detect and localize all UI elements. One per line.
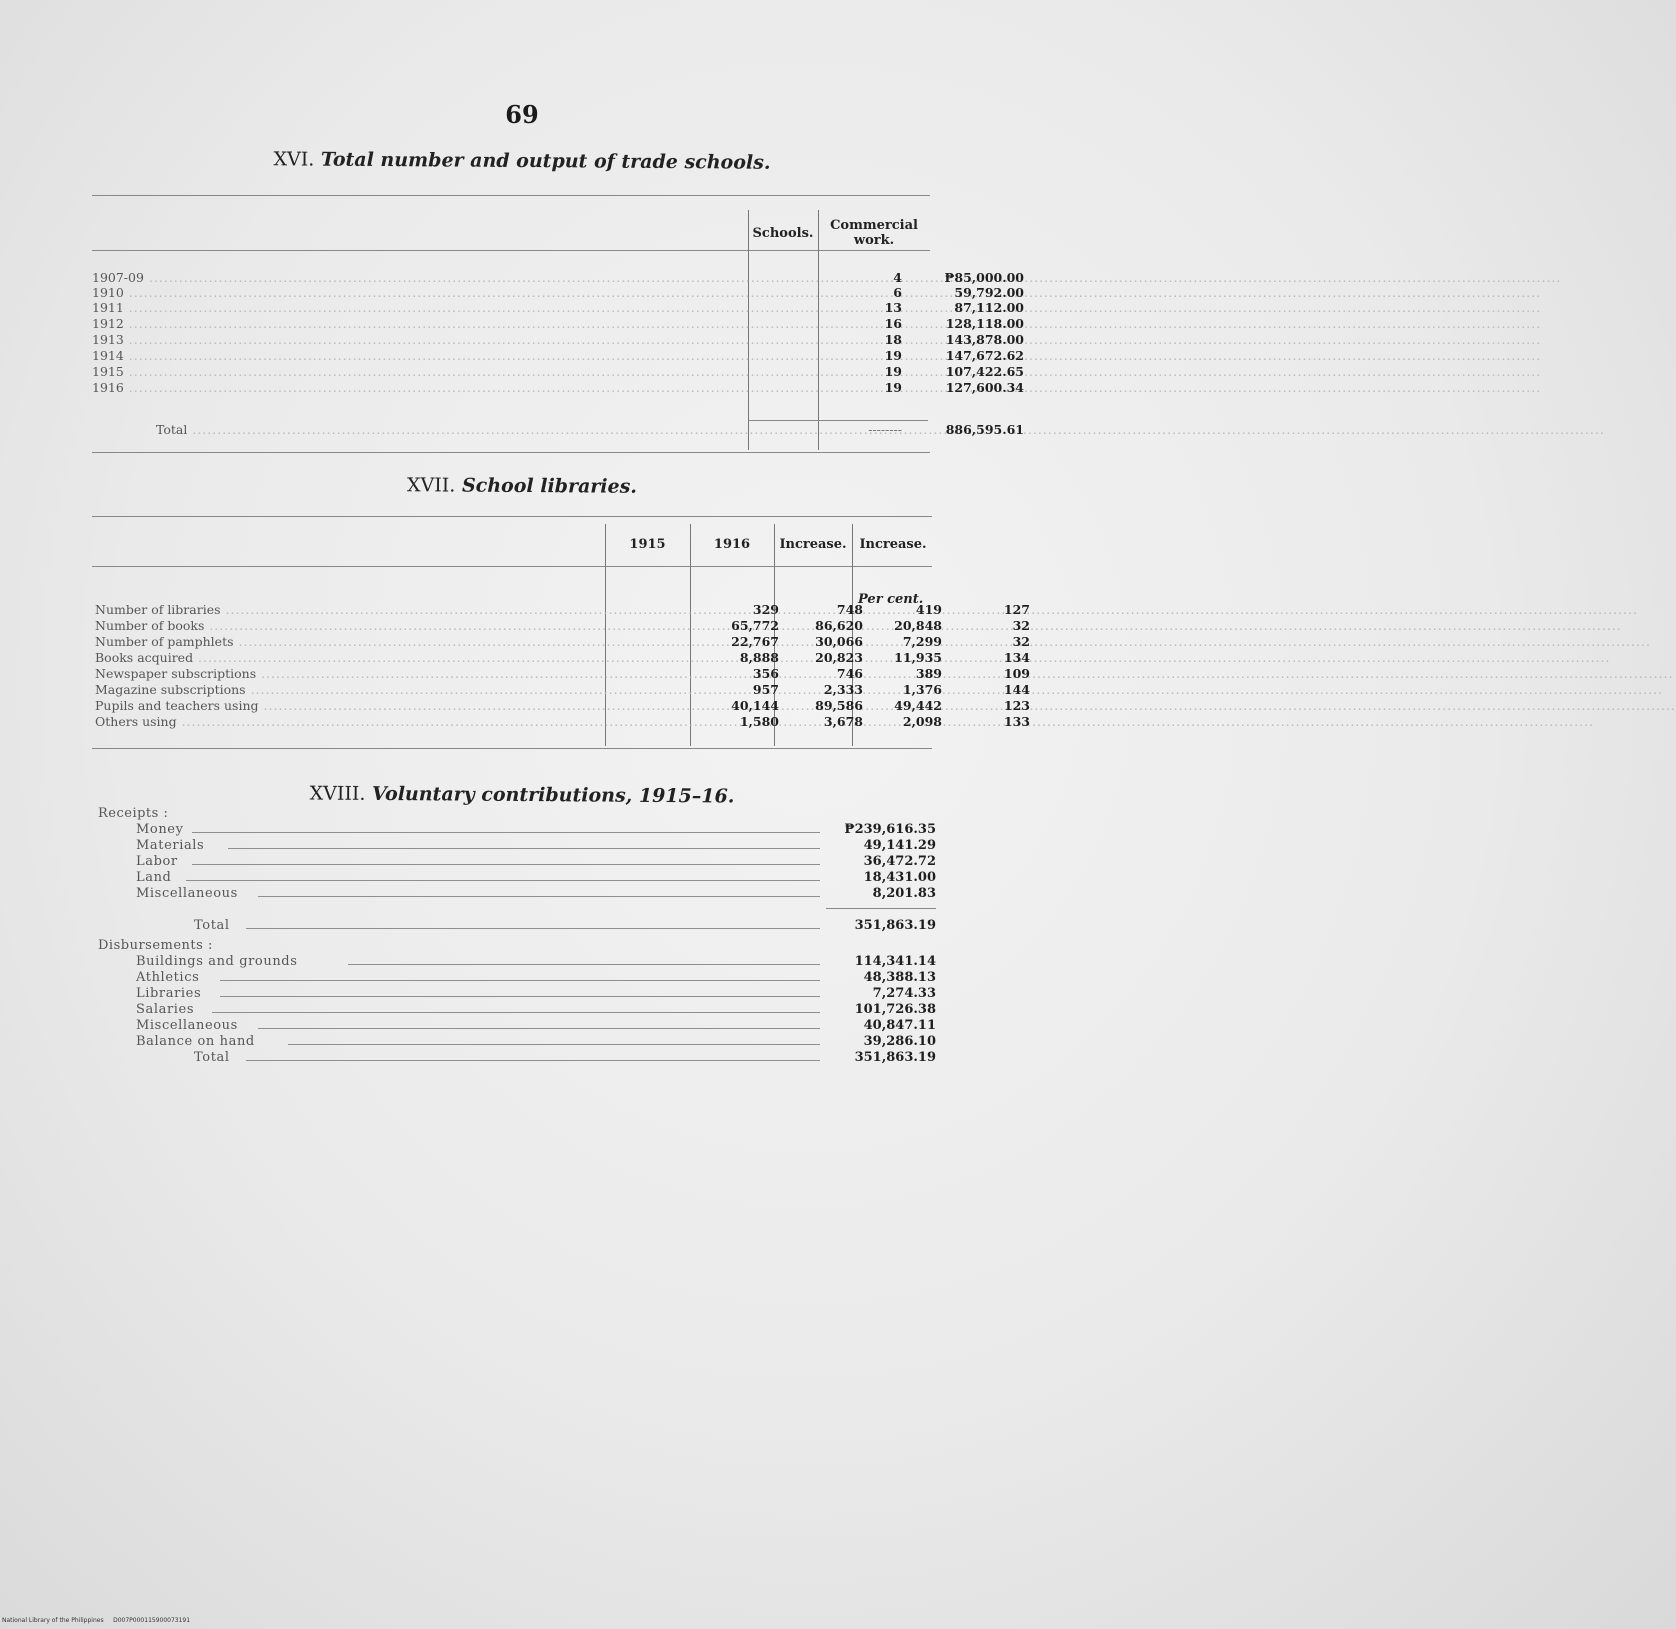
schools-total-cell: -------- xyxy=(868,422,902,437)
increase-cell: 11,935 xyxy=(894,650,942,665)
libraries-title-num: XVII. xyxy=(406,474,456,497)
table-rule xyxy=(92,566,932,567)
amount-cell: 36,472.72 xyxy=(863,854,936,869)
disbursement-row xyxy=(136,954,936,970)
percent-cell: 127 xyxy=(1003,602,1030,617)
row-label: Land xyxy=(136,870,172,885)
schools-cell: 6 xyxy=(893,285,902,300)
leader-line xyxy=(258,896,820,897)
row-label: Number of books ..... xyxy=(95,618,605,633)
libraries-title-text: School libraries. xyxy=(461,474,638,498)
amount-cell: 351,863.19 xyxy=(854,918,936,933)
percent-cell: 32 xyxy=(1012,618,1030,633)
contributions-title-num: XVIII. xyxy=(309,782,366,805)
trade-schools-title-text: Total number and output of trade schools. xyxy=(320,148,771,174)
receipts-heading: Receipts : xyxy=(98,806,169,821)
amount-cell: 39,286.10 xyxy=(863,1034,936,1049)
leader-line xyxy=(192,832,820,833)
schools-cell: 19 xyxy=(884,380,902,395)
col-header-1915: 1915 xyxy=(629,537,666,552)
percent-cell: 123 xyxy=(1003,698,1030,713)
table-total-row xyxy=(92,422,1024,437)
disbursement-row xyxy=(136,1034,936,1050)
value-1916-cell: 2,333 xyxy=(823,682,863,697)
leader-line xyxy=(228,848,820,849)
leader-line xyxy=(246,1060,820,1061)
table-row xyxy=(95,666,1030,681)
libraries-title xyxy=(0,471,1044,500)
increase-cell: 49,442 xyxy=(894,698,942,713)
total-label: Total ..... xyxy=(156,422,746,437)
schools-cell: 19 xyxy=(884,364,902,379)
row-label: 1914 ..... xyxy=(92,348,742,363)
work-cell: 143,878.00 xyxy=(945,332,1024,347)
col-header-increase: Increase. xyxy=(779,537,847,552)
work-cell: 59,792.00 xyxy=(954,285,1024,300)
table-row xyxy=(95,634,1030,649)
value-1915-cell: 40,144 xyxy=(731,698,779,713)
table-row xyxy=(92,300,1024,315)
percent-cell: 133 xyxy=(1003,714,1030,729)
value-1916-cell: 3,678 xyxy=(823,714,863,729)
value-1915-cell: 957 xyxy=(752,682,779,697)
amount-cell: 40,847.11 xyxy=(863,1018,936,1033)
value-1916-cell: 20,823 xyxy=(815,650,863,665)
row-label: Miscellaneous xyxy=(136,1018,238,1033)
table-row xyxy=(95,698,1030,713)
row-label: 1913 ..... xyxy=(92,332,742,347)
receipts-total-row xyxy=(136,918,936,934)
row-label: Salaries xyxy=(136,1002,195,1017)
table-row xyxy=(92,285,1024,300)
table-rule xyxy=(92,452,930,453)
table-row xyxy=(92,270,1024,285)
leader-line xyxy=(258,1028,820,1029)
row-label: 1915 ..... xyxy=(92,364,742,379)
row-label: Newspaper subscriptions ..... xyxy=(95,666,605,681)
col-header-schools: Schools. xyxy=(752,226,814,241)
receipt-row xyxy=(136,854,936,870)
row-label: Labor xyxy=(136,854,178,869)
amount-cell: 351,863.19 xyxy=(854,1050,936,1065)
table-row xyxy=(92,348,1024,363)
disbursements-heading: Disbursements : xyxy=(98,938,213,953)
table-row xyxy=(92,332,1024,347)
contributions-title-text: Voluntary contributions, 1915–16. xyxy=(372,782,735,808)
value-1916-cell: 746 xyxy=(836,666,863,681)
schools-cell: 13 xyxy=(884,300,902,315)
row-label: Number of pamphlets ..... xyxy=(95,634,605,649)
increase-cell: 1,376 xyxy=(902,682,942,697)
disbursement-row xyxy=(136,970,936,986)
schools-cell: 16 xyxy=(884,316,902,331)
value-1915-cell: 8,888 xyxy=(739,650,779,665)
work-total-cell: 886,595.61 xyxy=(945,422,1024,437)
table-rule xyxy=(92,195,930,196)
leader-line xyxy=(212,1012,820,1013)
table-rule xyxy=(748,420,928,421)
amount-cell: ₱239,616.35 xyxy=(844,822,936,837)
schools-cell: 18 xyxy=(884,332,902,347)
value-1916-cell: 89,586 xyxy=(815,698,863,713)
schools-cell: 4 xyxy=(893,270,902,285)
value-1915-cell: 65,772 xyxy=(731,618,779,633)
table-row xyxy=(95,650,1030,665)
total-label: Total xyxy=(194,918,230,933)
row-label: Miscellaneous xyxy=(136,886,238,901)
disbursements-total-row xyxy=(136,1050,936,1066)
col-header-1916: 1916 xyxy=(713,537,751,552)
col-header-commercial-work: Commercial work. xyxy=(830,218,918,248)
per-cent-label: Per cent. xyxy=(858,592,924,607)
disbursement-row xyxy=(136,1018,936,1034)
work-cell: 87,112.00 xyxy=(954,300,1024,315)
row-label: Books acquired ..... xyxy=(95,650,605,665)
amount-cell: 7,274.33 xyxy=(872,986,936,1001)
table-row xyxy=(92,316,1024,331)
col-header-increase-percent: Increase. xyxy=(859,537,927,552)
percent-cell: 134 xyxy=(1003,650,1030,665)
library-footer-watermark: National Library of the Philippines D007P000115900073191 xyxy=(2,1617,191,1624)
leader-line xyxy=(220,996,820,997)
amount-cell: 48,388.13 xyxy=(863,970,936,985)
percent-cell: 32 xyxy=(1012,634,1030,649)
value-1916-cell: 86,620 xyxy=(815,618,863,633)
amount-cell: 114,341.14 xyxy=(854,954,936,969)
receipt-row xyxy=(136,838,936,854)
increase-cell: 2,098 xyxy=(902,714,942,729)
leader-line xyxy=(186,880,820,881)
leader-line xyxy=(220,980,820,981)
trade-schools-title-num: XVI. xyxy=(273,148,315,171)
table-row xyxy=(95,714,1030,729)
value-1915-cell: 1,580 xyxy=(739,714,779,729)
row-label: Others using ..... xyxy=(95,714,605,729)
table-row xyxy=(92,380,1024,395)
increase-cell: 7,299 xyxy=(902,634,942,649)
table-row xyxy=(92,364,1024,379)
increase-cell: 389 xyxy=(915,666,942,681)
value-1915-cell: 356 xyxy=(752,666,779,681)
value-1916-cell: 748 xyxy=(836,602,863,617)
row-label: 1916 ..... xyxy=(92,380,742,395)
row-label: Libraries xyxy=(136,986,202,1001)
row-label: Magazine subscriptions ..... xyxy=(95,682,605,697)
row-label: Buildings and grounds xyxy=(136,954,298,969)
amount-cell: 18,431.00 xyxy=(863,870,936,885)
increase-cell: 20,848 xyxy=(894,618,942,633)
row-label: 1911 ..... xyxy=(92,300,742,315)
row-label: Money xyxy=(136,822,184,837)
receipt-row xyxy=(136,886,936,902)
leader-line xyxy=(192,864,820,865)
row-label: Balance on hand xyxy=(136,1034,255,1049)
work-cell: 127,600.34 xyxy=(945,380,1024,395)
trade-schools-title xyxy=(0,146,1044,175)
row-label: Number of libraries ..... xyxy=(95,602,605,617)
total-label: Total xyxy=(194,1050,230,1065)
table-row xyxy=(95,682,1030,697)
table-rule xyxy=(92,250,930,251)
disbursement-row xyxy=(136,1002,936,1018)
leader-line xyxy=(348,964,820,965)
table-row xyxy=(95,618,1030,633)
sum-rule xyxy=(826,908,936,909)
work-cell: 147,672.62 xyxy=(945,348,1024,363)
row-label: Athletics xyxy=(136,970,200,985)
page-number: 69 xyxy=(505,100,539,129)
value-1915-cell: 22,767 xyxy=(731,634,779,649)
leader-line xyxy=(288,1044,820,1045)
receipt-row xyxy=(136,822,936,838)
row-label: Pupils and teachers using ..... xyxy=(95,698,605,713)
table-rule xyxy=(92,516,932,517)
amount-cell: 101,726.38 xyxy=(854,1002,936,1017)
increase-cell: 419 xyxy=(915,602,942,617)
leader-line xyxy=(246,928,820,929)
amount-cell: 49,141.29 xyxy=(863,838,936,853)
value-1915-cell: 329 xyxy=(752,602,779,617)
row-label: Materials xyxy=(136,838,205,853)
value-1916-cell: 30,066 xyxy=(815,634,863,649)
work-cell: 107,422.65 xyxy=(945,364,1024,379)
table-row xyxy=(95,602,1030,617)
receipt-row xyxy=(136,870,936,886)
disbursement-row xyxy=(136,986,936,1002)
percent-cell: 144 xyxy=(1003,682,1030,697)
schools-cell: 19 xyxy=(884,348,902,363)
work-cell: 128,118.00 xyxy=(945,316,1024,331)
row-label: 1910 ..... xyxy=(92,285,742,300)
amount-cell: 8,201.83 xyxy=(872,886,936,901)
work-cell: ₱85,000.00 xyxy=(944,270,1024,285)
row-label: 1912 ..... xyxy=(92,316,742,331)
table-rule xyxy=(92,748,932,749)
row-label: 1907-09 ..... xyxy=(92,270,742,285)
percent-cell: 109 xyxy=(1003,666,1030,681)
